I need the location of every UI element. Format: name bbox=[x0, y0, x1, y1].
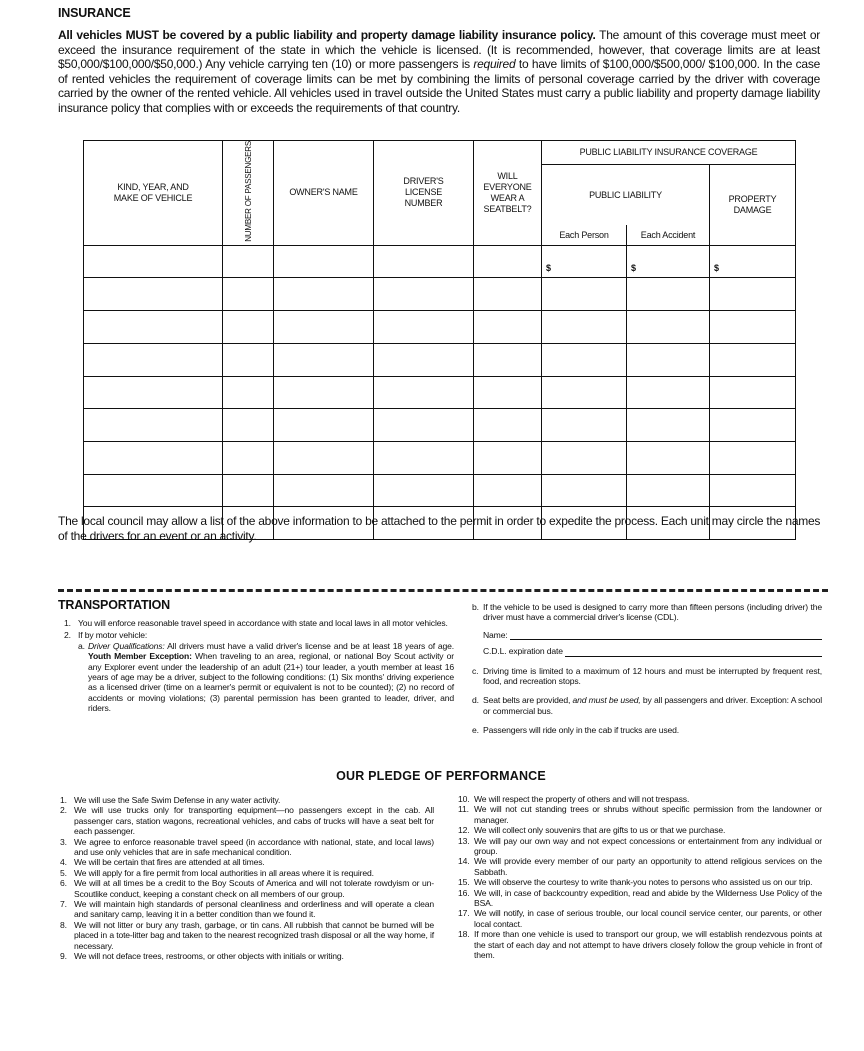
cell-kind[interactable] bbox=[84, 441, 223, 474]
pledge-item: 16. We will, in case of backcountry expedition, read and abide by the Wilderness Use Policy of the BSA. bbox=[458, 887, 822, 909]
cell-license[interactable] bbox=[374, 376, 474, 409]
cell-property-damage[interactable] bbox=[710, 343, 796, 376]
cell-property-damage[interactable] bbox=[710, 311, 796, 344]
cell-each-accident[interactable] bbox=[627, 311, 710, 344]
insurance-required-italic: required bbox=[473, 57, 516, 72]
pledge-item: 13. We will pay our own way and not expect concessions or entertainment from any individual or group. bbox=[458, 835, 822, 857]
insurance-requirement-bold: All vehicles MUST be covered by a public liability and property damage liability insurance policy. bbox=[58, 28, 596, 42]
cell-each-person[interactable] bbox=[542, 376, 627, 409]
pledge-item: 12. We will collect only souvenirs that are gifts to us or that we purchase. bbox=[458, 825, 726, 836]
pledge-item: 8. We will not litter or bury any trash, garbage, or tin cans. All rubbish that cannot be burned will be placed in a tote-litter bag and taken to the nearest recognized trash disposal or all the way home, if necessary. bbox=[60, 919, 434, 951]
header-number-of-passengers: NUMBER OF PASSENGERS bbox=[223, 141, 274, 246]
vehicle-insurance-table bbox=[83, 140, 796, 540]
cell-owner[interactable] bbox=[274, 311, 374, 344]
table-row bbox=[84, 376, 796, 409]
cell-owner[interactable] bbox=[274, 376, 374, 409]
transport-item-2d: d. Seat belts are provided, and must be used, by all passengers and driver. Exception: A school or commercial bus. bbox=[472, 695, 822, 716]
transport-item-1: 1. You will enforce reasonable travel speed in accordance with state and local laws in all motor vehicles. bbox=[64, 618, 448, 628]
header-each-person: Each Person bbox=[542, 225, 627, 245]
cell-owner[interactable] bbox=[274, 245, 374, 278]
cell-kind[interactable] bbox=[84, 409, 223, 442]
cell-seatbelt[interactable] bbox=[474, 441, 542, 474]
cell-each-accident[interactable] bbox=[627, 376, 710, 409]
cell-each-person[interactable] bbox=[542, 474, 627, 507]
header-each-accident: Each Accident bbox=[627, 225, 710, 245]
cell-each-person[interactable] bbox=[542, 343, 627, 376]
pledge-item: 10. We will respect the property of others and will not trespass. bbox=[458, 794, 690, 804]
pledge-item: 6. We will at all times be a credit to the Boy Scouts of America and will not tolerate rowdyism or un-Scoutlike conduct, keeping a constant check on all members of our group. bbox=[60, 878, 434, 899]
cell-seatbelt[interactable] bbox=[474, 311, 542, 344]
transportation-right-column bbox=[472, 602, 822, 736]
pledge-item: 7. We will maintain high standards of personal cleanliness and orderliness and will operate a clean and sanitary camp, leaving it in a better condition than we found it. bbox=[60, 899, 434, 920]
cell-each-accident[interactable] bbox=[627, 409, 710, 442]
pledge-item: 18. If more than one vehicle is used to transport our group, we will establish rendezvous points at the start of each day and not attempt to have drivers closely follow the group vehicle in front of them. bbox=[458, 929, 822, 961]
table-row bbox=[84, 311, 796, 344]
cdl-name-label: Name: bbox=[483, 629, 508, 640]
cell-seatbelt[interactable] bbox=[474, 376, 542, 409]
cell-seatbelt[interactable] bbox=[474, 245, 542, 278]
cell-each-person[interactable] bbox=[542, 245, 627, 278]
cell-property-damage[interactable] bbox=[710, 278, 796, 311]
header-owners-name: OWNER'S NAME bbox=[274, 141, 374, 246]
cell-passengers[interactable] bbox=[223, 278, 274, 311]
insurance-paragraph bbox=[58, 28, 820, 116]
table-row bbox=[84, 441, 796, 474]
cell-passengers[interactable] bbox=[223, 311, 274, 344]
pledge-item: 17. We will notify, in case of serious trouble, our local council service center, our parents, or other local contact. bbox=[458, 908, 822, 929]
cell-property-damage[interactable] bbox=[710, 441, 796, 474]
pledge-item: 2. We will use trucks only for transporting equipment—no passengers except in the cab. All passenger cars, station wagons, recreational vehicles, and cabs of trucks will have a seat belt for each passenger. bbox=[60, 805, 434, 837]
pledge-item: 3. We agree to enforce reasonable travel speed (in accordance with national, state, and local laws) and use only vehicles that are in safe mechanical condition. bbox=[60, 836, 434, 858]
cell-each-accident[interactable] bbox=[627, 278, 710, 311]
cell-each-accident[interactable] bbox=[627, 245, 710, 278]
table-row bbox=[84, 245, 796, 278]
cell-passengers[interactable] bbox=[223, 245, 274, 278]
pledge-item: 15. We will observe the courtesy to write thank-you notes to persons who assisted us on our trip. bbox=[458, 877, 813, 888]
cdl-name-field[interactable] bbox=[483, 630, 822, 640]
insurance-text-cont: to have limits of $100,000/$500,000/ $100,000. In the case of rented vehicles the requirement of coverage limits can be met by combining the limits of personal coverage carried by the driver with coverage carried by the owner of the rented vehicle. All vehicles used in travel outside the United States must carry a public liability and property damage liability insurance policy that complies with or exceeds the requirements of that country. bbox=[58, 57, 820, 115]
cdl-expiration-input[interactable] bbox=[565, 648, 822, 657]
cell-owner[interactable] bbox=[274, 474, 374, 507]
cell-each-person[interactable] bbox=[542, 278, 627, 311]
cell-owner[interactable] bbox=[274, 343, 374, 376]
pledge-item: 4. We will be certain that fires are attended at all times. bbox=[60, 857, 265, 868]
pledge-heading: OUR PLEDGE OF PERFORMANCE bbox=[336, 769, 546, 783]
cell-property-damage[interactable] bbox=[710, 474, 796, 507]
cut-line-divider bbox=[58, 589, 828, 592]
cell-license[interactable] bbox=[374, 278, 474, 311]
cell-each-person[interactable] bbox=[542, 311, 627, 344]
cell-kind[interactable] bbox=[84, 474, 223, 507]
cell-license[interactable] bbox=[374, 343, 474, 376]
cell-property-damage[interactable] bbox=[710, 245, 796, 278]
cell-passengers[interactable] bbox=[223, 409, 274, 442]
transport-item-2b: b. If the vehicle to be used is designed to carry more than fifteen persons (including driver) the driver must have a commercial driver's license (CDL). bbox=[472, 602, 822, 623]
cell-each-person[interactable] bbox=[542, 409, 627, 442]
pledge-item: 11. We will not cut standing trees or shrubs without specific permission from the landowner or manager. bbox=[458, 804, 822, 825]
cell-passengers[interactable] bbox=[223, 343, 274, 376]
cell-seatbelt[interactable] bbox=[474, 343, 542, 376]
table-row bbox=[84, 343, 796, 376]
cell-passengers[interactable] bbox=[223, 441, 274, 474]
dollar-sign: $ bbox=[631, 263, 637, 274]
cell-each-accident[interactable] bbox=[627, 441, 710, 474]
table-row bbox=[84, 278, 796, 311]
cell-license[interactable] bbox=[374, 474, 474, 507]
cell-property-damage[interactable] bbox=[710, 376, 796, 409]
cell-each-accident[interactable] bbox=[627, 474, 710, 507]
cdl-expiration-field[interactable] bbox=[483, 646, 822, 656]
header-coverage-group: PUBLIC LIABILITY INSURANCE COVERAGE bbox=[542, 141, 796, 165]
header-public-liability: PUBLIC LIABILITY bbox=[542, 165, 710, 226]
transport-item-2: 2. If by motor vehicle: a. Driver Qualifications: All drivers must have a valid driver's license and be at least 18 years of age. Youth Member Exception: When traveling to an area, regional, or national Boy Scout activity or any Explorer event under the leadership of an adult (21+) tour leader, a youth member at least 16 years of age may be a driver, subject to the following conditions: (1) Six months' driving experience as a licensed driver (time on a learner's permit or equivalent is not to be counted); (2) no record of accidents or moving violations; (3) parental permission has been granted to leader, driver, and riders. bbox=[64, 630, 454, 714]
pledge-item: 14. We will provide every member of our party an opportunity to attend religious services on the Sabbath. bbox=[458, 856, 822, 877]
cell-passengers[interactable] bbox=[223, 376, 274, 409]
cell-kind[interactable] bbox=[84, 376, 223, 409]
pledge-item: 1. We will use the Safe Swim Defense in any water activity. bbox=[60, 795, 281, 805]
transport-item-2e: e. Passengers will ride only in the cab if trucks are used. bbox=[472, 725, 680, 736]
cell-license[interactable] bbox=[374, 311, 474, 344]
dollar-sign: $ bbox=[714, 263, 720, 274]
table-row bbox=[84, 474, 796, 507]
cell-seatbelt[interactable] bbox=[474, 409, 542, 442]
youth-member-exception-label: Youth Member Exception: bbox=[88, 651, 192, 662]
pledge-item: 5. We will apply for a fire permit from local authorities in all areas where it is required. bbox=[60, 867, 374, 878]
insurance-heading: INSURANCE bbox=[58, 6, 131, 20]
cell-each-accident[interactable] bbox=[627, 343, 710, 376]
cell-property-damage[interactable] bbox=[710, 409, 796, 442]
header-kind-year-make: KIND, YEAR, AND MAKE OF VEHICLE bbox=[84, 141, 223, 246]
transportation-left-column bbox=[64, 618, 454, 716]
cell-owner[interactable] bbox=[274, 441, 374, 474]
cell-passengers[interactable] bbox=[223, 474, 274, 507]
cell-seatbelt[interactable] bbox=[474, 278, 542, 311]
cell-kind[interactable] bbox=[84, 311, 223, 344]
transport-item-2a: a. Driver Qualifications: All drivers must have a valid driver's license and be at least 18 years of age. Youth Member Exception: When traveling to an area, regional, or national Boy Scout activity or any Explorer event under the leadership of an adult (21+) tour leader, a youth member at least 16 years of age may be a driver, subject to the following conditions: (1) Six months' driving experience as a licensed driver (time on a learner's permit or equivalent is not to be counted); (2) no record of accidents or moving violations; (3) parental permission has been granted to leader, driver, and riders. bbox=[78, 640, 454, 714]
cell-seatbelt[interactable] bbox=[474, 474, 542, 507]
pledge-left-column bbox=[60, 795, 434, 962]
header-property-damage: PROPERTY DAMAGE bbox=[710, 165, 796, 246]
cell-license[interactable] bbox=[374, 409, 474, 442]
insurance-text: The amount of this coverage must meet or exceed the insurance requirement of the state in which the vehicle is licensed. (It is recommended, however, that coverage limits are at least $50,000/$100,000/$50,000.) Any vehicle carrying ten (10) or more passengers is bbox=[58, 28, 820, 72]
cell-kind[interactable] bbox=[84, 245, 223, 278]
council-note: The local council may allow a list of the above information to be attached to the permit in order to expedite the process. Each unit may circle the names of the drivers for an event or an activity. bbox=[58, 514, 821, 543]
driver-qualifications-label: Driver Qualifications: bbox=[88, 640, 165, 651]
cell-owner[interactable] bbox=[274, 409, 374, 442]
cell-license[interactable] bbox=[374, 245, 474, 278]
cdl-expiration-label: C.D.L. expiration date bbox=[483, 646, 563, 657]
cdl-name-input[interactable] bbox=[510, 631, 822, 640]
header-drivers-license: DRIVER'S LICENSE NUMBER bbox=[374, 141, 474, 246]
cell-each-person[interactable] bbox=[542, 441, 627, 474]
transportation-heading: TRANSPORTATION bbox=[58, 598, 171, 612]
pledge-item: 9. We will not deface trees, restrooms, or other objects with initials or writing. bbox=[60, 951, 344, 962]
cell-license[interactable] bbox=[374, 441, 474, 474]
pledge-right-column bbox=[458, 794, 822, 961]
cell-owner[interactable] bbox=[274, 278, 374, 311]
table-row bbox=[84, 409, 796, 442]
header-seatbelt: WILL EVERYONE WEAR A SEATBELT? bbox=[474, 141, 542, 246]
cell-kind[interactable] bbox=[84, 343, 223, 376]
dollar-sign: $ bbox=[546, 263, 552, 274]
transport-item-2c: c. Driving time is limited to a maximum of 12 hours and must be interrupted by frequent rest, food, and recreation stops. bbox=[472, 665, 822, 687]
cell-kind[interactable] bbox=[84, 278, 223, 311]
